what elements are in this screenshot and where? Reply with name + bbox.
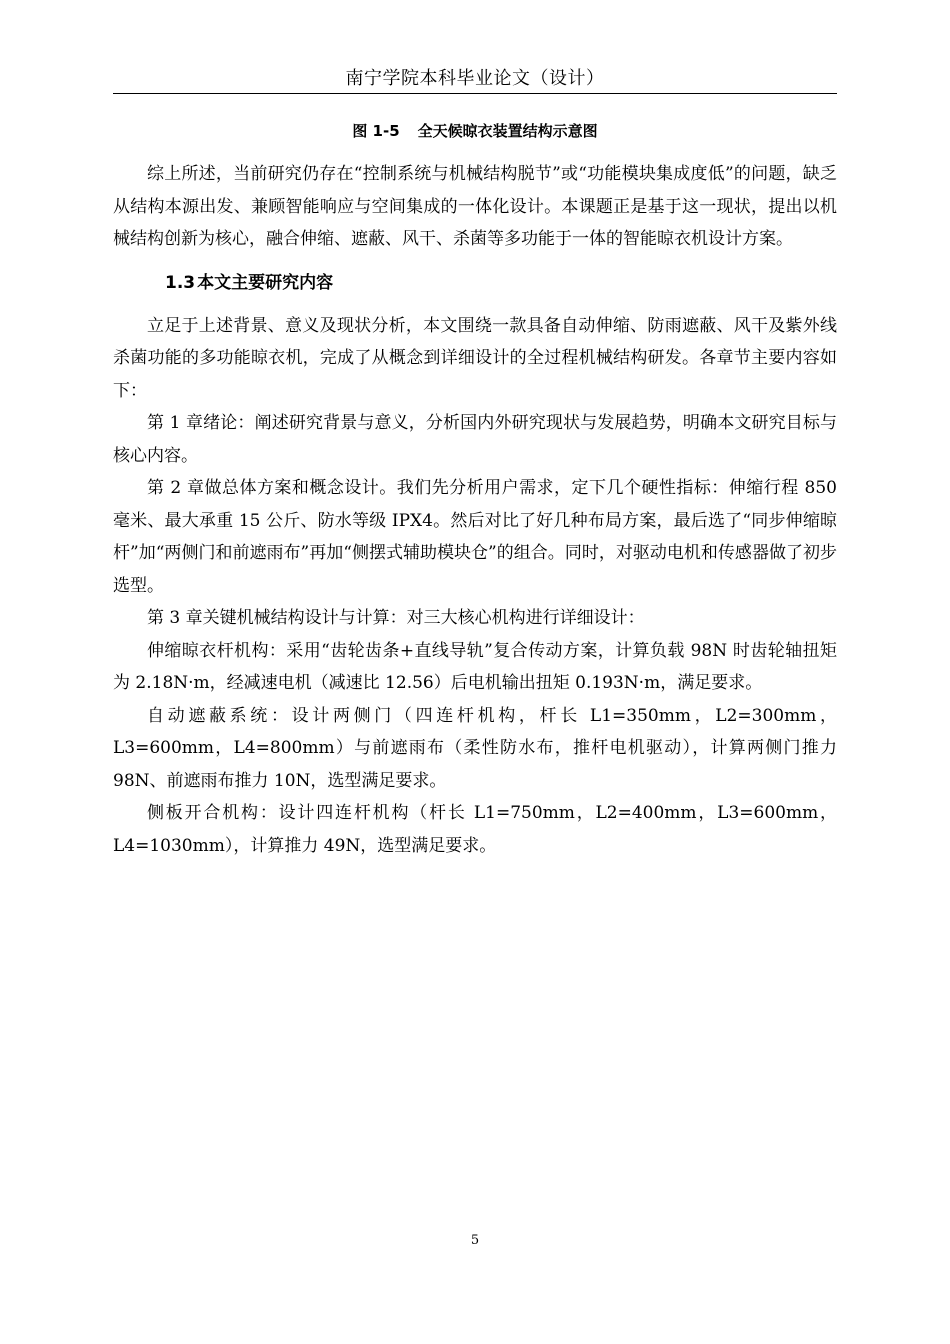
header-rule: [113, 93, 837, 94]
figure-number: 图 1-5: [352, 122, 400, 140]
paragraph: 伸缩晾衣杆机构：采用“齿轮齿条+直线导轨”复合传动方案，计算负载 98N 时齿轮轴扭矩为 2.18N·m，经减速电机（减速比 12.56）后电机输出扭矩 0.193N·m，满足要求。: [113, 640, 837, 693]
figure-caption: [113, 120, 837, 142]
paragraph: 自动遮蔽系统：设计两侧门（四连杆机构，杆长 L1=350mm，L2=300mm，L3=600mm，L4=800mm）与前遮雨布（柔性防水布，推杆电机驱动），计算两侧门推力 98N、前遮雨布推力 10N，选型满足要求。: [113, 705, 837, 791]
body-text: [113, 158, 837, 862]
paragraph: 侧板开合机构：设计四连杆机构（杆长 L1=750mm，L2=400mm，L3=600mm，L4=1030mm），计算推力 49N，选型满足要求。: [113, 803, 837, 856]
paragraph: 立足于上述背景、意义及现状分析，本文围绕一款具备自动伸缩、防雨遮蔽、风干及紫外线杀菌功能的多功能晾衣机，完成了从概念到详细设计的全过程机械结构研发。各章节主要内容如下：: [113, 315, 837, 401]
section-title: 本文主要研究内容: [197, 272, 334, 293]
paragraph: 第 3 章关键机械结构设计与计算：对三大核心机构进行详细设计：: [147, 608, 645, 628]
running-header: 南宁学院本科毕业论文（设计）: [345, 68, 605, 89]
paragraph: 综上所述，当前研究仍存在“控制系统与机械结构脱节”或“功能模块集成度低”的问题，缺乏从结构本源出发、兼顾智能响应与空间集成的一体化设计。本课题正是基于这一现状，提出以机械结构创新为核心，融合伸缩、遮蔽、风干、杀菌等多功能于一体的智能晾衣机设计方案。: [113, 164, 837, 249]
paragraph: 第 2 章做总体方案和概念设计。我们先分析用户需求，定下几个硬性指标：伸缩行程 850 毫米、最大承重 15 公斤、防水等级 IPX4。然后对比了好几种布局方案，最后选了“同步伸缩晾杆”加“两侧门和前遮雨布”再加“侧摆式辅助模块仓”的组合。同时，对驱动电机和传感器做了初步选型。: [113, 478, 837, 596]
page-number: 5: [470, 1233, 480, 1248]
section-heading: [113, 270, 837, 296]
section-number: 1.3: [165, 272, 196, 293]
paragraph: 第 1 章绪论：阐述研究背景与意义，分析国内外研究现状与发展趋势，明确本文研究目标与核心内容。: [113, 413, 837, 466]
figure-title: 全天候晾衣装置结构示意图: [417, 122, 598, 140]
